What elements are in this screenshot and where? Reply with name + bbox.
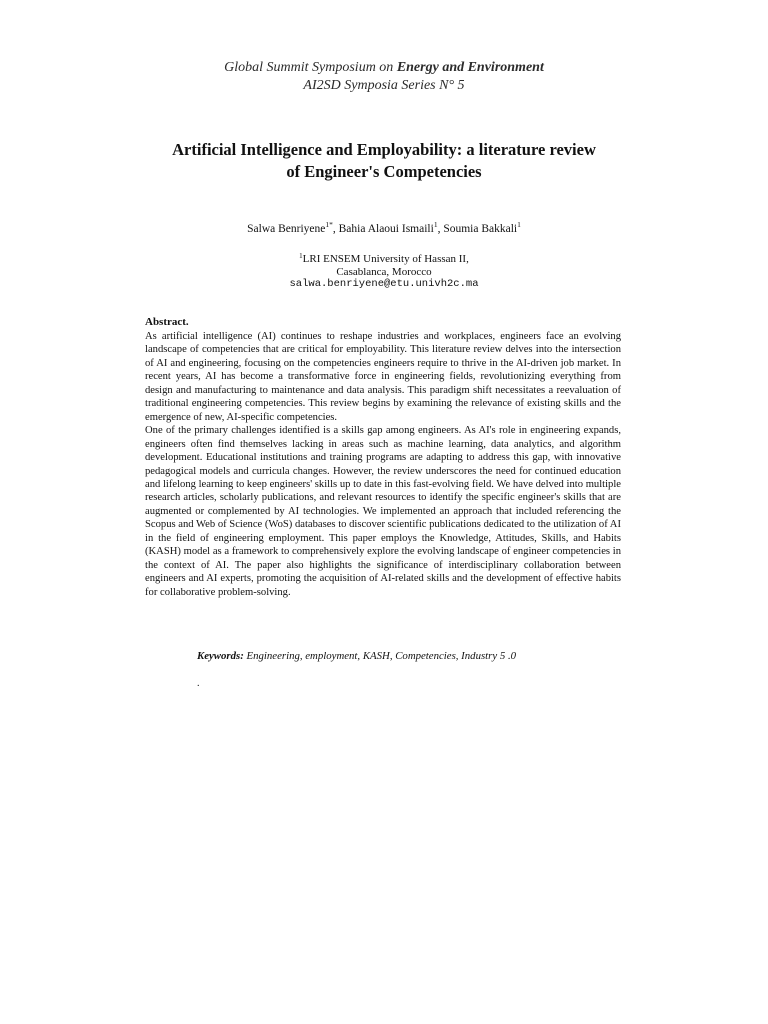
keywords-label: Keywords: [197,650,244,662]
affiliation-institution: LRI ENSEM University of Hassan II, [302,253,469,265]
conference-header-line1 [0,60,768,76]
affiliation-location: Casablanca, Morocco [336,266,432,278]
abstract-paragraph-2: One of the primary challenges identified is a skills gap among engineers. As AI's role in engineering expands, engineers often find themselves lacking in areas such as machine learning, data analytics, and algorithm development. Educational institutions and training programs are adapting to address this gap, with innovative pedagogical models and curricula changes. However, the review underscores the need for continued education and lifelong learning to keep engineers' skills up to date in this fast-evolving field. We have delved into multiple research articles, scholarly publications, and relevant resources to identify the specific engineer's skills that are augmented or complemented by AI technologies. We implemented an approach that included referencing the Scopus and Web of Science (WoS) databases to discover scientific publications dedicated to the utilization of AI in the field of engineering employment. This paper employs the Knowledge, Attitudes, Skills, and Habits (KASH) model as a framework to comprehensively explore the evolving landscape of engineer competencies in the context of AI. The paper also highlights the significance of interdisciplinary collaboration between engineers and AI experts, promoting the acquisition of AI-related skills and the development of effective habits for collaborative problem-solving. [145,425,621,598]
author-email: salwa.benriyene@etu.univh2c.ma [289,278,479,290]
abstract-paragraph-1: As artificial intelligence (AI) continues to reshape industries and workplaces, engineers face an evolving landscape of competencies that are critical for employability. This literature review delves into the intersection of AI and engineering, focusing on the competencies engineers require to thrive in the AI-driven job market. In recent years, AI has become a transformative force in engineering fields, revolutionizing everything from design and manufacturing to maintenance and data analysis. This paradigm shift necessitates a reevaluation of traditional engineering competencies. This review begins by examining the relevance of existing skills and the emergence of new, AI-specific competencies. [145,331,621,423]
author-1-affiliation-mark: 1* [325,220,333,229]
conference-name-prefix: Global Summit Symposium on [224,60,397,75]
author-2: Bahia Alaoui Ismaili [338,223,434,235]
author-1: Salwa Benriyene [247,223,326,235]
trailing-mark: . [197,678,200,689]
keywords-text: Engineering, employment, KASH, Competencies, Industry 5 .0 [243,650,517,662]
abstract-heading: Abstract. [145,316,189,328]
conference-series: AI2SD Symposia Series N° 5 [303,78,465,93]
conference-theme: Energy and Environment [396,60,544,75]
paper-title-line2: of Engineer's Competencies [286,162,482,181]
author-3-affiliation-mark: 1 [517,220,521,229]
paper-title-line1: Artificial Intelligence and Employability: a literature review [172,140,596,159]
abstract-body [145,330,621,599]
affiliation-mark: 1 [299,252,303,260]
keywords [197,650,516,662]
affiliation [0,250,768,279]
author-3: Soumia Bakkali [443,223,518,235]
author-2-affiliation-mark: 1 [433,220,438,229]
author-list [0,220,768,235]
author-separator: , [437,223,444,235]
paper-title [0,139,768,183]
affiliation-line1 [0,250,768,266]
author-separator: , [332,223,339,235]
